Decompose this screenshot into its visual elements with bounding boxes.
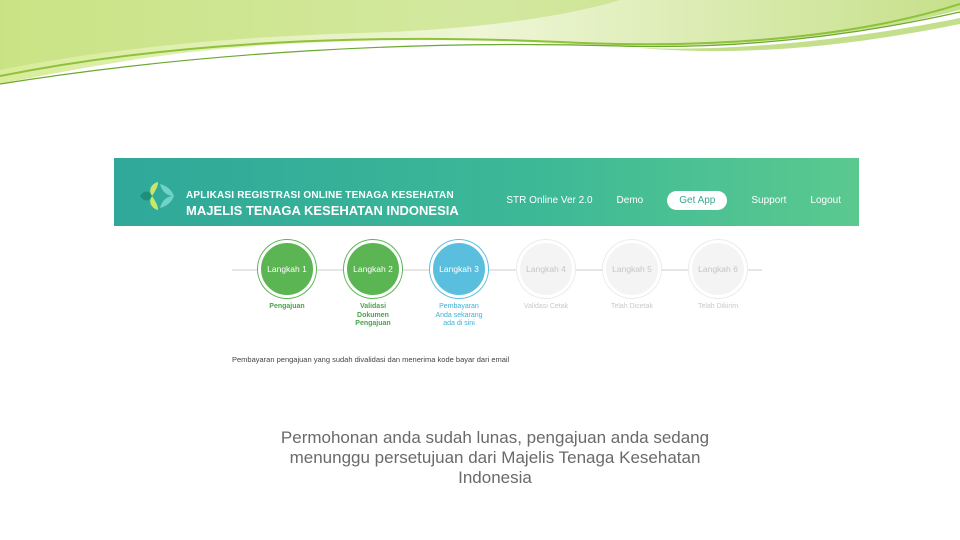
top-nav [482,191,841,210]
nav-support[interactable]: Support [751,195,787,206]
step-1-caption [242,303,332,312]
nav-str-online[interactable]: STR Online Ver 2.0 [506,195,593,206]
step-3-caption [414,303,504,329]
step-2-caption [328,303,418,329]
step-1-caption-text: Pengajuan [269,303,305,310]
step-3-caption-text: Pembayaran [439,303,479,310]
brand-subtitle: APLIKASI REGISTRASI ONLINE TENAGA KESEHATAN [186,190,454,201]
step-4-caption [501,303,591,312]
green-wave-decoration [0,0,960,95]
step-2-caption-text: Validasi Dokumen Pengajuan [355,303,391,327]
step-6-circle: Langkah 6 [689,240,747,298]
navbar [114,158,859,226]
status-message: Permohonan anda sudah lunas, pengajuan anda sedang menunggu persetujuan dari Majelis Tenaga Kesehatan Indonesia [280,428,710,487]
step-5-caption [587,303,677,312]
brand-title: MAJELIS TENAGA KESEHATAN INDONESIA [186,203,459,218]
step-5-circle: Langkah 5 [603,240,661,298]
step-6-caption [673,303,763,312]
nav-get-app-button[interactable]: Get App [667,191,727,210]
step-6-caption-text: Telah Dikirim [697,303,739,310]
step-3-current-note: Anda sekarang ada di sini [435,311,483,327]
step-2-circle: Langkah 2 [344,240,402,298]
app-screenshot [114,158,859,373]
step-1-circle: Langkah 1 [258,240,316,298]
nav-demo[interactable]: Demo [616,195,644,206]
step-3-circle: Langkah 3 [430,240,488,298]
mtki-leaf-logo-icon [138,178,178,214]
step-5-caption-text: Telah Dicetak [610,303,654,310]
step-4-circle: Langkah 4 [517,240,575,298]
step-description: Pembayaran pengajuan yang sudah divalidasi dan menerima kode bayar dari email [232,355,510,364]
nav-logout[interactable]: Logout [810,195,841,206]
step-4-caption-text: Validasi Cetak [523,303,569,310]
